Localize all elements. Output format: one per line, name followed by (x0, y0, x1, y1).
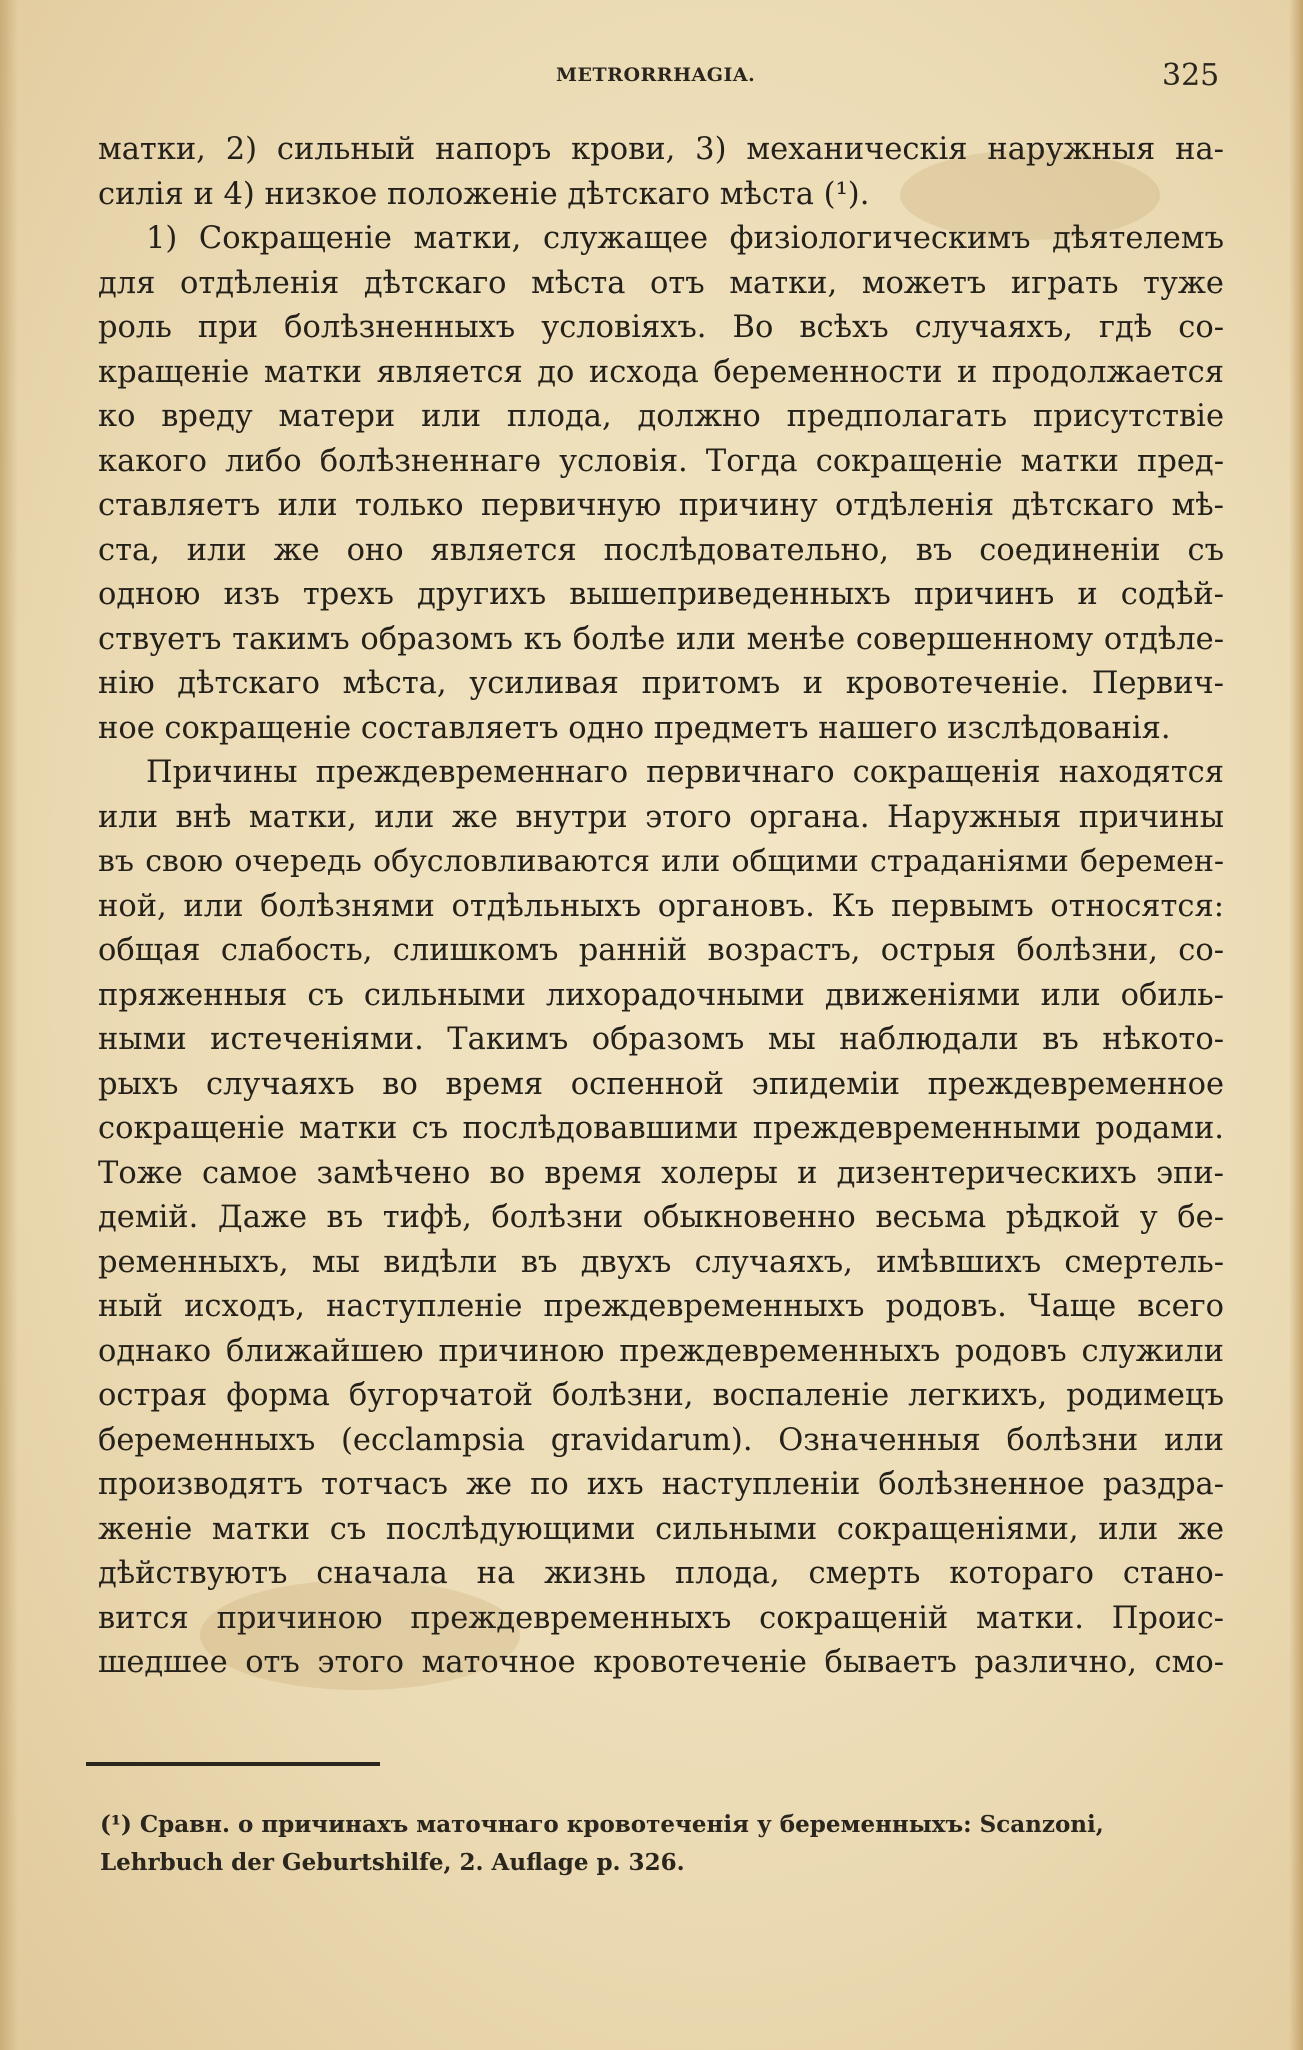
text-line: однако ближайшею причиною преждевременныхъ родовъ служили (98, 1333, 1224, 1369)
text-line: демій. Даже въ тифѣ, болѣзни обыкновенно весьма рѣдкой у бе- (98, 1200, 1224, 1235)
text-line: шедшее отъ этого маточное кровотеченіе бываетъ различно, смо- (98, 1645, 1224, 1680)
text-line: кращеніе матки является до исхода беременности и продолжается (98, 354, 1224, 390)
text-line: 1) Сокращеніе матки, служащее физіологическимъ дѣятелемъ (146, 221, 1224, 256)
text-line: общая слабость, слишкомъ раннiй возрастъ, острыя болѣзни, со- (98, 933, 1224, 968)
page-edge-right (1289, 0, 1303, 2050)
page-number: 325 (1162, 58, 1220, 93)
text-line: острая форма бугорчатой болѣзни, воспаленіе легкихъ, родимецъ (98, 1378, 1224, 1413)
text-line: рыхъ случаяхъ во время оспенной эпидеміи преждевременное (98, 1066, 1224, 1102)
text-line: въ свою очередь обусловливаются или общими страданіями беремен- (98, 844, 1224, 879)
text-line: ный исходъ, наступленіе преждевременныхъ родовъ. Чаще всего (98, 1289, 1224, 1324)
text-line: ной, или болѣзнями отдѣльныхъ органовъ. Къ первымъ относятся: (98, 888, 1224, 924)
text-line: какого либо болѣзненнагѳ условія. Тогда сокращеніе матки пред- (98, 443, 1224, 479)
text-line: ными истеченіями. Такимъ образомъ мы наблюдали въ нѣкото- (98, 1022, 1224, 1057)
footnote-line: Lehrbuch der Geburtshilfe, 2. Auflage p. 326. (100, 1849, 685, 1876)
text-line: Тоже самое замѣчено во время холеры и дизентерическихъ эпи- (98, 1155, 1224, 1191)
text-line: ста, или же оно является послѣдовательно, въ соединеніи съ (98, 532, 1224, 568)
text-line: ное сокращеніе составляетъ одно предметъ нашего изслѣдованія. (98, 710, 1171, 746)
text-line: силія и 4) низкое положеніе дѣтскаго мѣста (¹). (98, 176, 870, 212)
text-line: ко вреду матери или плода, должно предполагать присутствіе (98, 399, 1224, 434)
text-line: матки, 2) сильный напоръ крови, 3) механическія наружныя на- (98, 132, 1224, 167)
footnote-line: (¹) Сравн. о причинахъ маточнаго кровотеченія у беременныхъ: Scanzoni, (100, 1811, 1104, 1838)
main-text-block (98, 128, 1224, 1686)
text-line: для отдѣленія дѣтскаго мѣста отъ матки, можетъ играть туже (98, 265, 1224, 301)
footnote-separator (86, 1762, 380, 1766)
footnote (100, 1806, 1226, 1882)
text-line: пряженныя съ сильными лихорадочными движеніями или обиль- (98, 977, 1224, 1013)
text-line: Причины преждевременнаго первичнаго сокращенія находятся (146, 755, 1224, 790)
text-line: беременныхъ (ecclampsia gravidarum). Означенныя болѣзни или (98, 1422, 1224, 1458)
text-line: ставляетъ или только первичную причину отдѣленія дѣтскаго мѣ- (98, 488, 1224, 523)
text-line: производятъ тотчасъ же по ихъ наступленіи болѣзненное раздра- (98, 1467, 1224, 1502)
running-header-title: METRORRHAGIA. (556, 64, 756, 86)
text-line: одною изъ трехъ другихъ вышеприведенныхъ причинъ и содѣй- (98, 577, 1224, 612)
text-line: или внѣ матки, или же внутри этого органа. Наружныя причины (98, 799, 1224, 835)
text-line: сокращеніе матки съ послѣдовавшими преждевременными родами. (98, 1111, 1224, 1146)
text-line: дѣйствуютъ сначала на жизнь плода, смерть котораго стано- (98, 1556, 1224, 1591)
text-line: нію дѣтскаго мѣста, усиливая притомъ и кровотеченіе. Первич- (98, 666, 1224, 701)
page-edge-left (0, 0, 18, 2050)
text-line: вится причиною преждевременныхъ сокращеній матки. Проис- (98, 1600, 1224, 1636)
text-line: роль при болѣзненныхъ условіяхъ. Во всѣхъ случаяхъ, гдѣ со- (98, 310, 1224, 345)
text-line: ременныхъ, мы видѣли въ двухъ случаяхъ, имѣвшихъ смертель- (98, 1244, 1224, 1280)
text-line: ствуетъ такимъ образомъ къ болѣе или менѣе совершенному отдѣле- (98, 621, 1224, 657)
text-line: женіе матки съ послѣдующими сильными сокращеніями, или же (98, 1511, 1224, 1547)
